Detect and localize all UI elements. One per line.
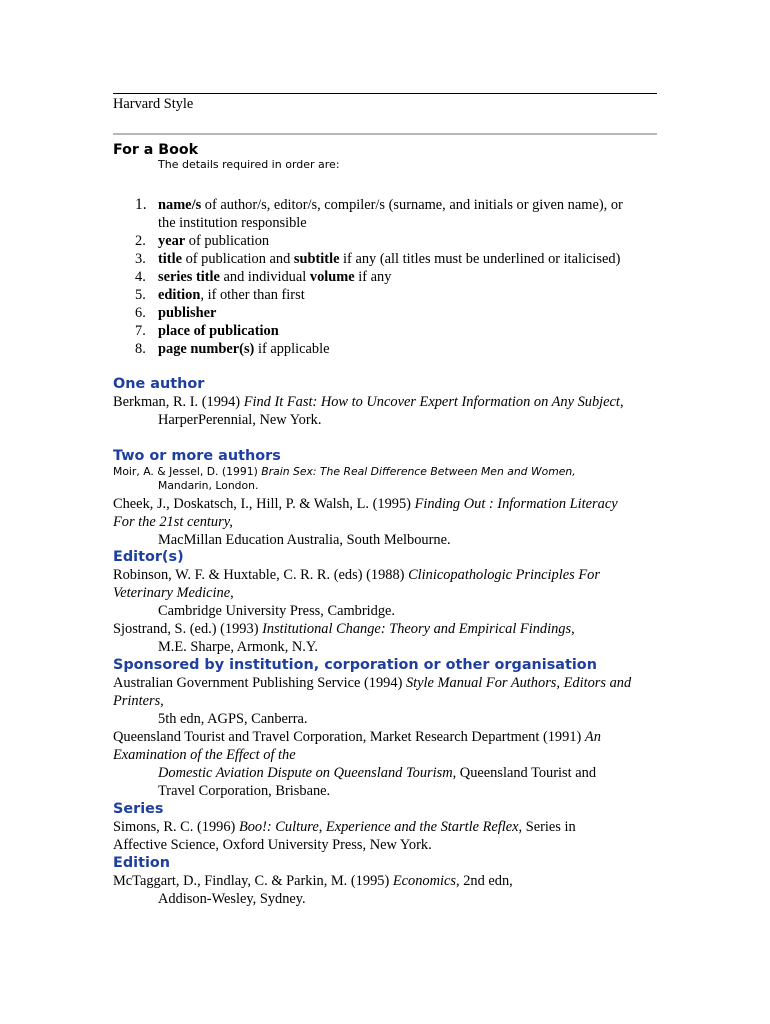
ref-author-year: McTaggart, D., Findlay, C. & Parkin, M. (1995) bbox=[113, 873, 393, 889]
ref-title: Style Manual For Authors, Editors and bbox=[405, 675, 632, 691]
reference-entry bbox=[113, 818, 657, 836]
ref-title: Examination of the Effect of the bbox=[113, 747, 296, 763]
list-number: 5. bbox=[135, 287, 146, 303]
section-edition bbox=[113, 854, 657, 908]
ref-author-year: Moir, A. & Jessel, D. (1991) bbox=[113, 465, 262, 478]
ref-punct: , bbox=[160, 693, 164, 709]
list-text: of author/s, editor/s, compiler/s (surname, and initials or given name), or bbox=[201, 197, 623, 213]
list-bold-term: name/s bbox=[158, 197, 202, 213]
ref-title: Veterinary Medicine bbox=[113, 585, 231, 601]
list-text-continued: the institution responsible bbox=[158, 215, 307, 231]
reference-continued: M.E. Sharpe, Armonk, N.Y. bbox=[158, 639, 319, 655]
list-text: and individual bbox=[219, 269, 310, 285]
reference-continued: 5th edn, AGPS, Canberra. bbox=[158, 711, 308, 727]
list-bold-term: series title bbox=[158, 269, 220, 285]
ref-title: For the 21st century, bbox=[113, 514, 233, 530]
section-series bbox=[113, 800, 657, 854]
document-title: Harvard Style bbox=[113, 96, 194, 112]
list-item bbox=[113, 286, 657, 304]
list-item bbox=[113, 322, 657, 340]
heading-series: Series bbox=[113, 801, 164, 817]
ref-author-year: Cheek, J., Doskatsch, I., Hill, P. & Walsh, L. (1995) bbox=[113, 496, 415, 512]
list-bold-term: subtitle bbox=[293, 251, 340, 267]
list-bold-term: place of publication bbox=[158, 323, 279, 339]
ref-title: Find It Fast: How to Uncover Expert Information on Any Subject bbox=[243, 394, 620, 410]
reference-entry bbox=[113, 495, 657, 513]
reference-entry bbox=[113, 620, 657, 638]
top-rule bbox=[113, 93, 657, 94]
ref-punct: , bbox=[571, 621, 575, 637]
heading-editors: Editor(s) bbox=[113, 549, 184, 565]
intro-text: The details required in order are: bbox=[158, 158, 340, 171]
ref-title: An bbox=[584, 729, 601, 745]
list-item bbox=[113, 196, 657, 232]
reference-continued bbox=[113, 764, 657, 782]
list-bold-term: publisher bbox=[158, 305, 217, 321]
list-number: 3. bbox=[135, 251, 146, 267]
list-bold-term: page number(s) bbox=[158, 341, 255, 357]
ref-author-year: Berkman, R. I. (1994) bbox=[113, 394, 244, 410]
ref-title: Economics bbox=[392, 873, 456, 889]
ref-author-year: Australian Government Publishing Service (1994) bbox=[113, 675, 406, 691]
reference-entry bbox=[113, 566, 657, 584]
reference-entry-line bbox=[113, 692, 657, 710]
reference-entry-line bbox=[113, 513, 657, 531]
list-number: 2. bbox=[135, 233, 146, 249]
reference-entry bbox=[113, 872, 657, 890]
ref-title: Printers bbox=[113, 693, 161, 709]
list-text: of publication and bbox=[181, 251, 294, 267]
reference-entry bbox=[113, 674, 657, 692]
requirements-list bbox=[113, 196, 657, 358]
reference-continued: Addison-Wesley, Sydney. bbox=[158, 891, 306, 907]
reference-continued: Cambridge University Press, Cambridge. bbox=[158, 603, 396, 619]
list-item bbox=[113, 250, 657, 268]
ref-title: Brain Sex: The Real Difference Between Men and Women, bbox=[261, 465, 576, 478]
list-item bbox=[113, 268, 657, 286]
ref-punct: , bbox=[230, 585, 234, 601]
reference-continued: Travel Corporation, Brisbane. bbox=[158, 783, 331, 799]
heading-edition: Edition bbox=[113, 855, 171, 871]
list-bold-term: volume bbox=[309, 269, 355, 285]
heading-one-author: One author bbox=[113, 376, 205, 392]
section-one-author bbox=[113, 375, 657, 429]
reference-entry bbox=[113, 465, 657, 479]
ref-author-year: Queensland Tourist and Travel Corporation, Market Research Department (1991) bbox=[113, 729, 585, 745]
list-text: if applicable bbox=[254, 341, 330, 357]
ref-punct: , 2nd edn, bbox=[456, 873, 513, 889]
reference-entry bbox=[113, 393, 657, 411]
list-bold-term: year bbox=[158, 233, 186, 249]
section-sponsored bbox=[113, 656, 657, 800]
list-text: if any bbox=[354, 269, 392, 285]
list-item bbox=[113, 232, 657, 250]
reference-entry-line bbox=[113, 746, 657, 764]
list-number: 7. bbox=[135, 323, 146, 339]
reference-entry bbox=[113, 728, 657, 746]
list-number: 8. bbox=[135, 341, 146, 357]
heading-for-a-book: For a Book bbox=[113, 142, 199, 158]
section-two-authors bbox=[113, 447, 657, 549]
list-number: 6. bbox=[135, 305, 146, 321]
ref-author-year: Simons, R. C. (1996) bbox=[113, 819, 239, 835]
list-bold-term: title bbox=[158, 251, 182, 267]
list-number: 1. bbox=[135, 196, 147, 213]
ref-title: Domestic Aviation Dispute on Queensland Tourism bbox=[158, 765, 453, 781]
title-divider bbox=[113, 133, 657, 135]
heading-sponsored: Sponsored by institution, corporation or other organisation bbox=[113, 657, 597, 673]
list-text: of publication bbox=[185, 233, 270, 249]
ref-title: Institutional Change: Theory and Empirical Findings bbox=[262, 621, 572, 637]
reference-entry-line: Affective Science, Oxford University Press, New York. bbox=[113, 837, 432, 853]
list-text: , if other than first bbox=[200, 287, 305, 303]
reference-continued: HarperPerennial, New York. bbox=[158, 412, 322, 428]
list-bold-term: edition bbox=[158, 287, 201, 303]
ref-title: Clinicopathologic Principles For bbox=[408, 567, 600, 583]
ref-punct: , bbox=[619, 394, 624, 410]
reference-entry-line bbox=[113, 584, 657, 602]
list-item bbox=[113, 340, 657, 358]
list-number: 4. bbox=[135, 269, 146, 285]
ref-publisher: , Queensland Tourist and bbox=[452, 765, 597, 781]
ref-title: Boo!: Culture, Experience and the Startle Reflex bbox=[238, 819, 519, 835]
ref-punct: , Series in bbox=[518, 819, 576, 835]
list-text: if any (all titles must be underlined or italicised) bbox=[339, 251, 621, 267]
reference-continued: Mandarin, London. bbox=[158, 479, 259, 492]
heading-two-authors: Two or more authors bbox=[113, 448, 281, 464]
ref-author-year: Sjostrand, S. (ed.) (1993) bbox=[113, 621, 263, 637]
list-item bbox=[113, 304, 657, 322]
reference-continued: MacMillan Education Australia, South Melbourne. bbox=[158, 532, 451, 548]
ref-author-year: Robinson, W. F. & Huxtable, C. R. R. (eds) (1988) bbox=[113, 567, 409, 583]
ref-title: Finding Out : Information Literacy bbox=[414, 496, 618, 512]
section-editors bbox=[113, 548, 657, 656]
